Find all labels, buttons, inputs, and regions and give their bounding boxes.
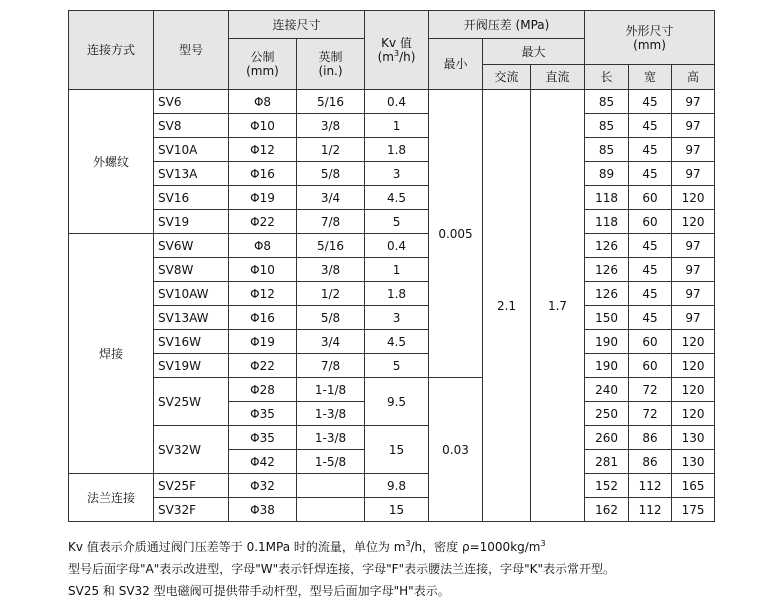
cell-length: 190 (585, 330, 629, 354)
header-size-group: 连接尺寸 (229, 11, 365, 39)
cell-imperial (297, 474, 365, 498)
cell-length: 126 (585, 234, 629, 258)
cell-model: SV16W (154, 330, 229, 354)
header-imperial: 英制 (in.) (297, 39, 365, 90)
cell-width: 60 (629, 210, 672, 234)
table-row (69, 378, 715, 402)
cell-imperial: 5/16 (297, 90, 365, 114)
cell-height: 175 (672, 498, 715, 522)
cell-metric: Φ38 (229, 498, 297, 522)
cell-width: 45 (629, 138, 672, 162)
table-row (69, 282, 715, 306)
cell-length: 89 (585, 162, 629, 186)
cell-length: 85 (585, 90, 629, 114)
cell-width: 60 (629, 330, 672, 354)
cell-width: 112 (629, 474, 672, 498)
table-row (69, 426, 715, 450)
cell-kv: 0.4 (365, 234, 429, 258)
cell-metric: Φ8 (229, 234, 297, 258)
cell-height: 97 (672, 258, 715, 282)
cell-kv: 15 (365, 498, 429, 522)
cell-model: SV6W (154, 234, 229, 258)
table-row (69, 474, 715, 498)
cell-length: 281 (585, 450, 629, 474)
cell-imperial: 1-5/8 (297, 450, 365, 474)
cell-imperial: 3/8 (297, 258, 365, 282)
cell-height: 97 (672, 162, 715, 186)
cell-model: SV25F (154, 474, 229, 498)
cell-length: 85 (585, 114, 629, 138)
cell-metric: Φ12 (229, 282, 297, 306)
cell-model: SV6 (154, 90, 229, 114)
cell-length: 126 (585, 282, 629, 306)
cell-width: 60 (629, 186, 672, 210)
cell-metric: Φ22 (229, 210, 297, 234)
spec-table (68, 10, 715, 522)
cell-metric: Φ35 (229, 426, 297, 450)
cell-model: SV10AW (154, 282, 229, 306)
cell-metric: Φ28 (229, 378, 297, 402)
cell-width: 45 (629, 162, 672, 186)
header-max: 最大 (483, 39, 585, 65)
cell-imperial: 5/8 (297, 162, 365, 186)
cell-height: 97 (672, 114, 715, 138)
cell-imperial: 3/4 (297, 330, 365, 354)
header-dc: 直流 (531, 65, 585, 90)
cell-model: SV13A (154, 162, 229, 186)
cell-height: 97 (672, 90, 715, 114)
cell-length: 240 (585, 378, 629, 402)
cell-length: 150 (585, 306, 629, 330)
cell-length: 126 (585, 258, 629, 282)
table-row (69, 258, 715, 282)
group-flange: 法兰连接 (69, 474, 154, 522)
cell-length: 118 (585, 186, 629, 210)
cell-kv: 5 (365, 354, 429, 378)
cell-metric: Φ35 (229, 402, 297, 426)
note-manual-lever: SV25 和 SV32 型电磁阀可提供带手动杆型，型号后面加字母"H"表示。 (68, 584, 450, 598)
cell-width: 45 (629, 114, 672, 138)
cell-height: 97 (672, 282, 715, 306)
cell-imperial: 3/4 (297, 186, 365, 210)
cell-kv: 9.5 (365, 378, 429, 426)
cell-metric: Φ16 (229, 162, 297, 186)
cell-length: 118 (585, 210, 629, 234)
header-width: 宽 (629, 65, 672, 90)
cell-kv: 0.4 (365, 90, 429, 114)
cell-imperial: 1-3/8 (297, 426, 365, 450)
cell-metric: Φ8 (229, 90, 297, 114)
header-ac: 交流 (483, 65, 531, 90)
group-weld: 焊接 (69, 234, 154, 474)
cell-imperial: 1/2 (297, 138, 365, 162)
cell-kv: 1.8 (365, 138, 429, 162)
cell-imperial: 5/16 (297, 234, 365, 258)
table-row (69, 90, 715, 114)
header-dims-group: 外形尺寸 (mm) (585, 11, 715, 65)
cell-kv: 1 (365, 258, 429, 282)
cell-metric: Φ42 (229, 450, 297, 474)
cell-width: 86 (629, 450, 672, 474)
cell-length: 152 (585, 474, 629, 498)
cell-length: 85 (585, 138, 629, 162)
cell-height: 120 (672, 186, 715, 210)
note-suffix-letters: 型号后面字母"A"表示改进型，字母"W"表示钎焊连接，字母"F"表示腰法兰连接，字母"K"表示常开型。 (68, 562, 616, 576)
table-row (69, 138, 715, 162)
table-row (69, 330, 715, 354)
cell-kv: 4.5 (365, 330, 429, 354)
cell-height: 120 (672, 210, 715, 234)
cell-model: SV32W (154, 426, 229, 474)
cell-kv: 15 (365, 426, 429, 474)
cell-model: SV16 (154, 186, 229, 210)
cell-width: 45 (629, 258, 672, 282)
cell-width: 72 (629, 402, 672, 426)
cell-kv: 3 (365, 162, 429, 186)
group-thread: 外螺纹 (69, 90, 154, 234)
header-kv: Kv 值 $(m^3/h)$ (365, 11, 429, 90)
cell-imperial: 5/8 (297, 306, 365, 330)
cell-width: 45 (629, 306, 672, 330)
cell-width: 60 (629, 354, 672, 378)
table-row (69, 114, 715, 138)
cell-width: 45 (629, 90, 672, 114)
header-model: 型号 (154, 11, 229, 90)
cell-dc: 1.7 (531, 90, 585, 522)
table-row (69, 306, 715, 330)
cell-model: SV19W (154, 354, 229, 378)
cell-length: 190 (585, 354, 629, 378)
cell-metric: Φ12 (229, 138, 297, 162)
header-min: 最小 (429, 39, 483, 90)
cell-imperial: 1-1/8 (297, 378, 365, 402)
cell-width: 45 (629, 282, 672, 306)
cell-metric: Φ16 (229, 306, 297, 330)
cell-model: SV8 (154, 114, 229, 138)
cell-length: 260 (585, 426, 629, 450)
cell-metric: Φ10 (229, 258, 297, 282)
cell-kv: 5 (365, 210, 429, 234)
cell-ac: 2.1 (483, 90, 531, 522)
cell-width: 72 (629, 378, 672, 402)
header-length: 长 (585, 65, 629, 90)
cell-height: 120 (672, 354, 715, 378)
table-row (69, 498, 715, 522)
cell-imperial: 7/8 (297, 354, 365, 378)
cell-imperial: 7/8 (297, 210, 365, 234)
cell-height: 97 (672, 234, 715, 258)
cell-min-a: 0.005 (429, 90, 483, 378)
table-row (69, 162, 715, 186)
cell-imperial: 1-3/8 (297, 402, 365, 426)
table-row (69, 186, 715, 210)
cell-width: 112 (629, 498, 672, 522)
cell-model: SV10A (154, 138, 229, 162)
header-height: 高 (672, 65, 715, 90)
cell-length: 162 (585, 498, 629, 522)
cell-height: 97 (672, 138, 715, 162)
cell-height: 120 (672, 402, 715, 426)
cell-kv: 4.5 (365, 186, 429, 210)
note-kv-definition: Kv 值表示介质通过阀门压差等于 0.1MPa 时的流量，单位为 $m^3/h$，密度 $\rho=1000kg/m^3$ (68, 539, 546, 554)
cell-model: SV19 (154, 210, 229, 234)
header-metric: 公制 (mm) (229, 39, 297, 90)
table-row (69, 210, 715, 234)
cell-height: 165 (672, 474, 715, 498)
cell-imperial (297, 498, 365, 522)
cell-kv: 1.8 (365, 282, 429, 306)
cell-metric: Φ22 (229, 354, 297, 378)
cell-metric: Φ19 (229, 330, 297, 354)
table-row (69, 354, 715, 378)
cell-model: SV13AW (154, 306, 229, 330)
table-row (69, 234, 715, 258)
cell-width: 86 (629, 426, 672, 450)
cell-height: 120 (672, 378, 715, 402)
cell-kv: 1 (365, 114, 429, 138)
cell-width: 45 (629, 234, 672, 258)
cell-model: SV8W (154, 258, 229, 282)
cell-height: 130 (672, 450, 715, 474)
cell-height: 120 (672, 330, 715, 354)
cell-model: SV25W (154, 378, 229, 426)
header-connection: 连接方式 (69, 11, 154, 90)
cell-kv: 9.8 (365, 474, 429, 498)
cell-imperial: 1/2 (297, 282, 365, 306)
cell-length: 250 (585, 402, 629, 426)
footnotes (68, 536, 758, 602)
cell-min-b: 0.03 (429, 378, 483, 522)
cell-kv: 3 (365, 306, 429, 330)
cell-metric: Φ32 (229, 474, 297, 498)
cell-metric: Φ10 (229, 114, 297, 138)
cell-imperial: 3/8 (297, 114, 365, 138)
cell-metric: Φ19 (229, 186, 297, 210)
cell-height: 130 (672, 426, 715, 450)
cell-height: 97 (672, 306, 715, 330)
header-pressure-group: 开阀压差 (MPa) (429, 11, 585, 39)
cell-model: SV32F (154, 498, 229, 522)
